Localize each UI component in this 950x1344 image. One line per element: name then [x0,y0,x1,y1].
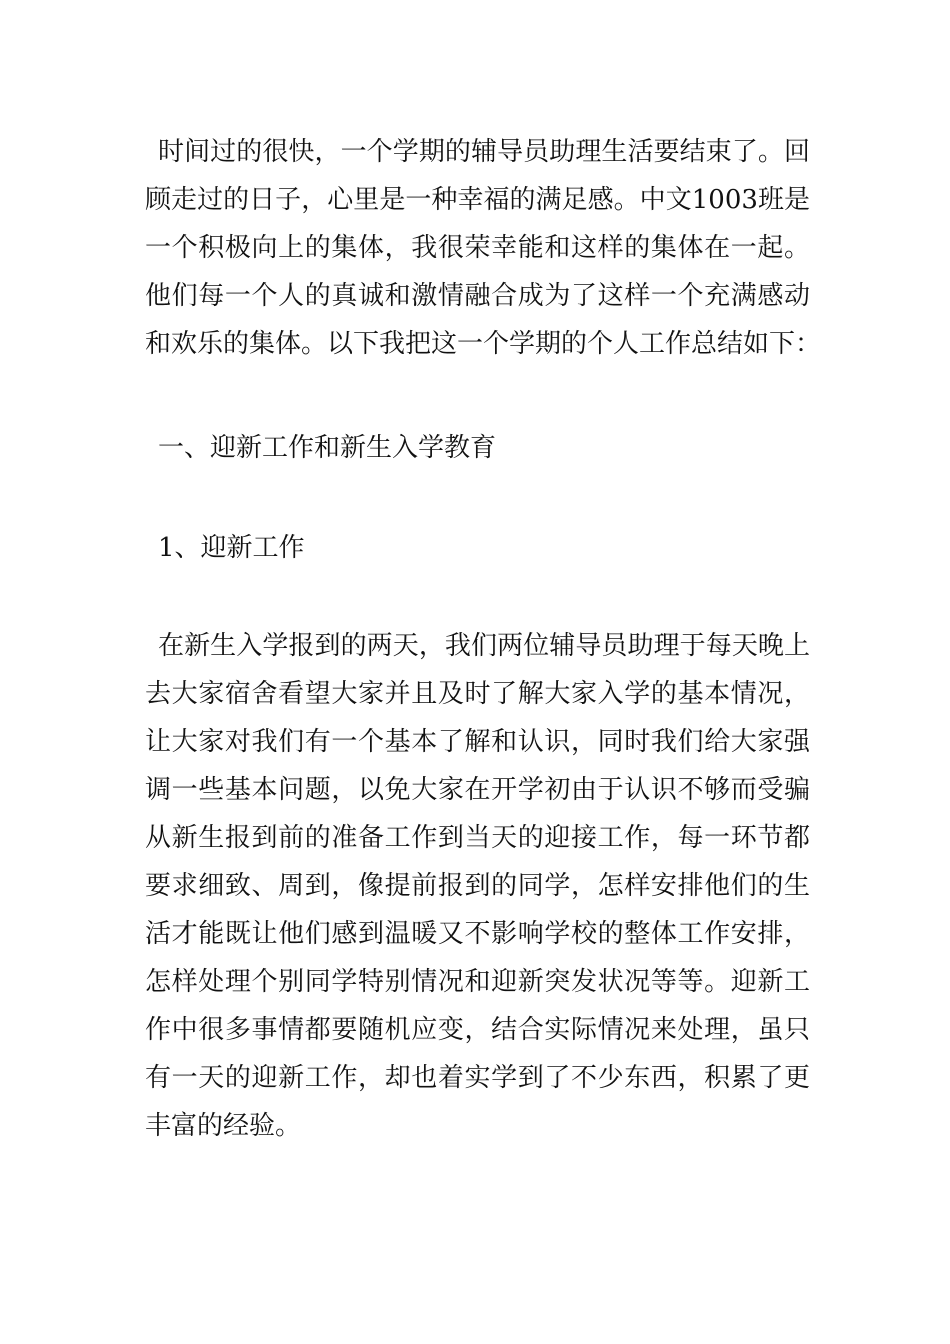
body-line-10: 有一天的迎新工作，却也着实学到了不少东西，积累了更 [145,1063,810,1093]
body-line-2: 去大家宿舍看望大家并且及时了解大家入学的基本情况， [145,679,810,709]
body-line-4: 调一些基本问题，以免大家在开学初由于认识不够而受骗 [145,775,810,805]
body-line-9: 作中很多事情都要随机应变，结合实际情况来处理，虽只 [145,1015,810,1045]
body-line-6: 要求细致、周到，像提前报到的同学，怎样安排他们的生 [145,871,810,901]
body-line-1: 在新生入学报到的两天，我们两位辅导员助理于每天晚上 [158,631,810,661]
body-line-8: 怎样处理个别同学特别情况和迎新突发状况等等。迎新工 [145,967,810,997]
body-line-5: 从新生报到前的准备工作到当天的迎接工作，每一环节都 [145,823,810,853]
intro-line-3: 一个积极向上的集体，我很荣幸能和这样的集体在一起。 [145,233,810,263]
section-heading: 一、迎新工作和新生入学教育 [158,433,497,463]
body-line-7: 活才能既让他们感到温暖又不影响学校的整体工作安排， [145,919,810,949]
body-line-3: 让大家对我们有一个基本了解和认识，同时我们给大家强 [145,727,810,757]
intro-line-5: 和欢乐的集体。以下我把这一个学期的个人工作总结如下： [145,329,822,359]
subsection-heading: 1、迎新工作 [158,533,305,563]
intro-line-2: 顾走过的日子，心里是一种幸福的满足感。中文1003班是 [145,185,810,215]
intro-line-4: 他们每一个人的真诚和激情融合成为了这样一个充满感动 [145,281,810,311]
body-line-11: 丰富的经验。 [145,1111,302,1141]
intro-line-1: 时间过的很快，一个学期的辅导员助理生活要结束了。回 [158,137,810,167]
